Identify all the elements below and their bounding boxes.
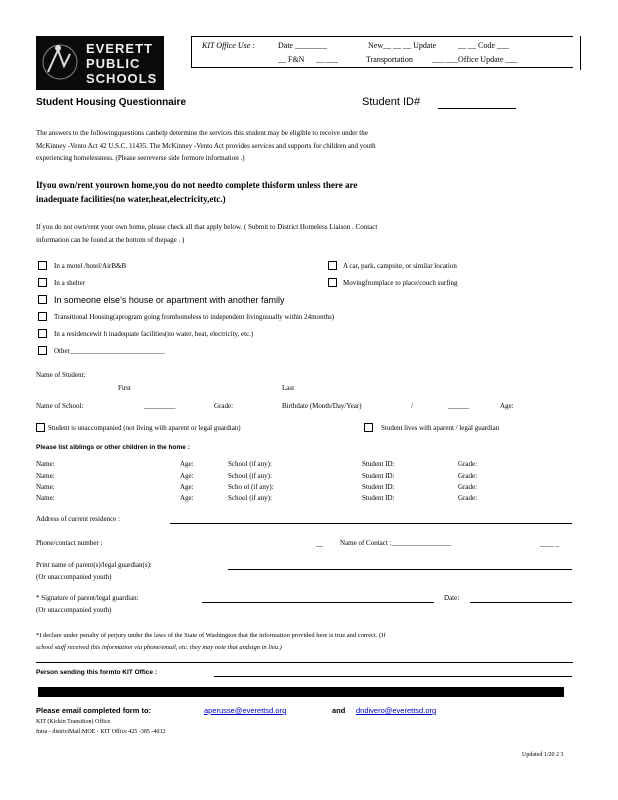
sibling-age-label: Age: (180, 494, 194, 502)
other-checkbox[interactable] (38, 346, 47, 355)
sibling-student-id-label: Student ID: (362, 494, 395, 502)
sibling-grade-label: Grade: (458, 460, 478, 468)
kit-date: Date ________ (278, 41, 328, 50)
unaccompanied-checkbox[interactable] (36, 423, 45, 432)
sibling-age-label: Age: (180, 472, 194, 480)
redacted-bar (38, 687, 564, 697)
kit-transportation: Transportation (366, 55, 413, 64)
inadequate-residence-label: In a residencewit h inadequate facilities(no water, heat, electricity, etc.) (54, 330, 254, 338)
updated-date: Updated 1/20 2 3 (522, 752, 564, 758)
transitional-label: Transitional Housing(aprogram going fromhomeless to independent livingusually within 24months) (54, 313, 335, 321)
kit-office-label: KIT Office Use : (202, 41, 255, 50)
car-label: A car, park, campsite, or similar location (343, 262, 457, 270)
instructions-line-1: If you do not own/rent your own home, please check all that apply below. ( Submit to District Homeless Liaison . Contact (36, 223, 378, 231)
page-title: Student Housing Questionnaire (36, 97, 187, 108)
sibling-grade-label: Grade: (458, 483, 478, 491)
with-guardian-label: Student lives with aparent / legal guardian (381, 424, 500, 432)
sibling-age-label: Age: (180, 483, 194, 491)
moving-checkbox[interactable] (328, 278, 337, 287)
with-guardian-checkbox[interactable] (364, 423, 373, 432)
age-label: Age: (500, 402, 514, 410)
sibling-student-id-label: Student ID: (362, 460, 395, 468)
sibling-grade-label: Grade: (458, 494, 478, 502)
sibling-school-label: School (if any): (228, 494, 272, 502)
email-link-aperusse[interactable]: aperusse@everettsd.org (204, 706, 287, 715)
if-own-line-1: Ifyou own/rent yourown home,you do not needto complete thisform unless there are (36, 180, 358, 190)
intro-line-2: McKinney -Vento Act 42 U.S.C. 11435. The McKinney -Vento Act provides services and supports for children and youth (36, 142, 376, 150)
moving-label: Movingfromplace to place/couch surfing (343, 279, 458, 287)
print-name-label: Print name of parent(s)/legal guardian(s): (36, 561, 152, 569)
sibling-name-label: Name: (36, 483, 55, 491)
sibling-school-label: School (if any): (228, 472, 272, 480)
and-label: and (332, 706, 346, 715)
logo-line3: SCHOOLS (86, 71, 158, 86)
person-sending-label: Person sending this formto KIT Office : (36, 669, 157, 676)
kit-code: __ __ Code ___ (458, 41, 509, 50)
birthdate-slash: / (411, 402, 413, 410)
address-label: Address of current residence : (36, 515, 120, 523)
if-own-line-2: inadequate facilities(no water,heat,electricity,etc.) (36, 194, 226, 204)
or-unaccompanied-1: (Or unaccompanied youth) (36, 573, 112, 581)
kit-fn-blank: __ ___ (316, 55, 338, 64)
kit-office-use-box (191, 36, 573, 68)
car-checkbox[interactable] (328, 261, 337, 270)
kit-fn: __ F&N (278, 55, 305, 64)
sibling-age-label: Age: (180, 460, 194, 468)
signature-label: * Signature of parent/legal guardian: (36, 594, 139, 602)
first-name-label: First (118, 384, 131, 392)
transitional-checkbox[interactable] (38, 312, 47, 321)
sibling-student-id-label: Student ID: (362, 483, 395, 491)
phone-blank[interactable]: __ (316, 540, 323, 548)
last-name-label: Last (282, 384, 295, 392)
siblings-heading: Please list siblings or other children in the home : (36, 444, 190, 451)
sibling-name-label: Name: (36, 460, 55, 468)
everett-public-schools-logo (36, 36, 164, 90)
contact-tail-blank[interactable]: ____ _ (540, 540, 560, 548)
intra-district-line: Intra - districtMail:MOE - KIT Office 425 -385 -4032 (36, 729, 166, 735)
address-field[interactable] (170, 514, 572, 524)
logo-line1: EVERETT (86, 41, 153, 56)
sibling-grade-label: Grade: (458, 472, 478, 480)
name-of-school-label: Name of School: (36, 402, 84, 410)
signature-field[interactable] (202, 593, 434, 603)
someone-house-checkbox[interactable] (38, 295, 47, 304)
name-of-contact-label[interactable]: Name of Contact :_________________ (340, 539, 452, 547)
kit-office-update: ___ ___Office Update ___ (432, 55, 518, 64)
grade-label: Grade: (214, 402, 234, 410)
intro-line-3: experiencing homelessness. (Please seereverse side formore information .) (36, 154, 245, 162)
other-label[interactable]: Other___________________________ (54, 347, 165, 355)
divider (36, 662, 573, 663)
person-sending-field[interactable] (214, 668, 572, 677)
sibling-name-label: Name: (36, 472, 55, 480)
date-field[interactable] (470, 593, 572, 603)
shelter-label: In a shelter (54, 279, 86, 287)
motel-checkbox[interactable] (38, 261, 47, 270)
school-blank[interactable]: _________ (144, 402, 176, 410)
declaration-line-1: *I declare under penalty of perjury under the laws of the State of Washington that the information provided here is true and correct. (If (36, 632, 386, 639)
birthdate-blank[interactable]: ______ (448, 402, 469, 410)
logo-line2: PUBLIC (86, 56, 141, 71)
kit-office-line: KIT (Kickin Transition) Office (36, 719, 111, 725)
sibling-name-label: Name: (36, 494, 55, 502)
name-of-student-label: Name of Student: (36, 371, 86, 379)
kit-new-update: New__ __ __ Update (368, 41, 437, 50)
student-id-field[interactable] (438, 97, 516, 109)
date-label: Date: (444, 594, 460, 602)
birthdate-label: Birthdate (Month/Day/Year) (282, 402, 362, 410)
instructions-line-2: information can be found at the bottom of thepage . ) (36, 236, 185, 244)
sibling-student-id-label: Student ID: (362, 472, 395, 480)
please-email-label: Please email completed form to: (36, 706, 152, 715)
sibling-school-label: Scho ol (if any): (228, 483, 274, 491)
sibling-school-label: School (if any): (228, 460, 272, 468)
declaration-line-2: school staff received this information via phone/email, etc. they may note that andsign in lieu.) (36, 644, 282, 651)
or-unaccompanied-2: (Or unaccompanied youth) (36, 606, 112, 614)
unaccompanied-label: Student is unaccompanied (not living with aparent or legal guardian) (48, 424, 241, 432)
print-name-field[interactable] (228, 560, 572, 570)
student-id-label: Student ID# (362, 96, 421, 108)
email-link-dndivero[interactable]: dndivero@everettsd.org (356, 706, 437, 715)
inadequate-residence-checkbox[interactable] (38, 329, 47, 338)
intro-line-1: The answers to the followingquestions canhelp determine the services this student may be eligible to receive under the (36, 129, 368, 137)
motel-label: In a motel /hotel/AirB&B (54, 262, 127, 270)
someone-house-label: In someone else’s house or apartment with another family (54, 295, 285, 305)
phone-label: Phone/contact number : (36, 539, 103, 547)
shelter-checkbox[interactable] (38, 278, 47, 287)
